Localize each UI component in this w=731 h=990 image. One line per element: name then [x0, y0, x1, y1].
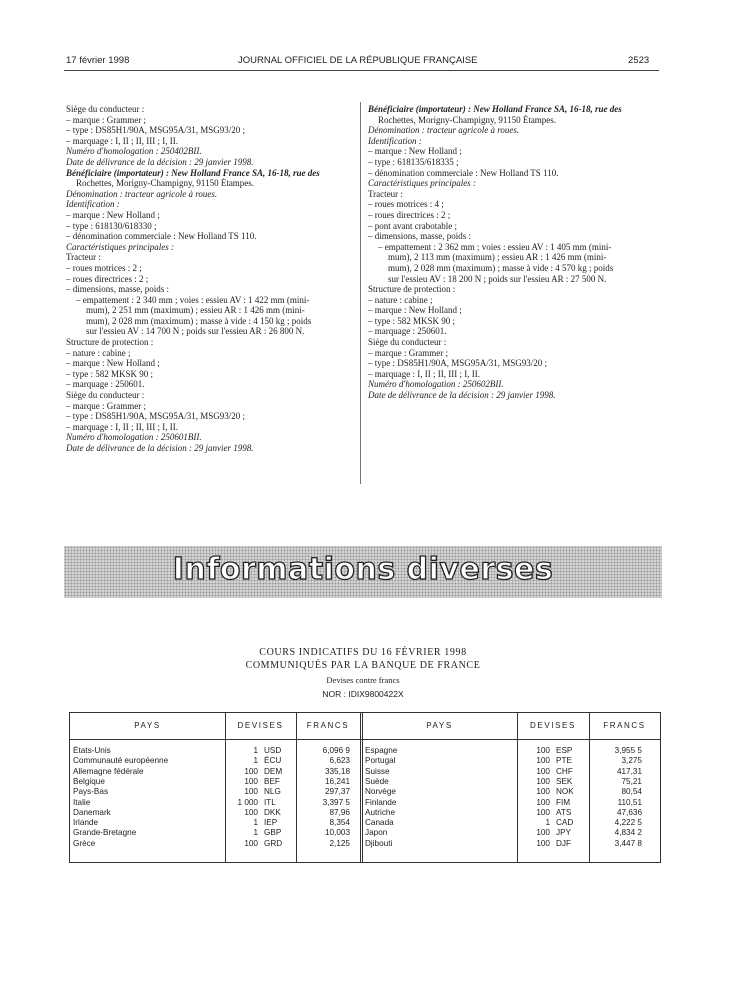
cell-francs: 3,275 — [621, 756, 642, 766]
text-line: – dénomination commerciale : New Holland TS 110. — [368, 167, 559, 178]
text-line: – marque : New Holland ; — [66, 209, 160, 220]
left-text-column — [66, 104, 354, 454]
text-line: sur l'essieu AV : 18 200 N ; poids sur l'essieu AR : 27 500 N. — [388, 273, 607, 284]
text-line: Tracteur : — [66, 252, 101, 263]
text-line: – type : DS85H1/90A, MSG95A/31, MSG93/20 ; — [368, 358, 548, 369]
cell-code: DJF — [556, 838, 572, 848]
text-line: Numéro d'homologation : 250602BII. — [368, 379, 504, 390]
cell-unit: 1 — [253, 818, 258, 828]
text-line: – type : 582 MKSK 90 ; — [368, 315, 456, 326]
table-header-rule — [70, 739, 660, 740]
text-line: Date de délivrance de la décision : 29 janvier 1998. — [368, 390, 556, 401]
cell-code: GRD — [264, 838, 283, 848]
table-row — [70, 808, 660, 818]
th-devises-left: DEVISES — [237, 721, 284, 730]
cell-pays-text: Norvège — [365, 787, 396, 797]
table-row — [70, 777, 660, 787]
header-date: 17 février 1998 — [66, 55, 130, 66]
cell-francs: 10,003 — [324, 828, 350, 838]
cell-code: ATS — [556, 807, 572, 817]
text-line: – nature : cabine ; — [368, 294, 433, 305]
text-line: mum), 2 028 mm (maximum) ; masse à vide : 4 570 kg ; poids — [388, 262, 614, 273]
cell-pays-text: Canada — [365, 818, 394, 828]
cell-pays-text: Djibouti — [365, 838, 393, 848]
nor-reference: NOR : IDIX9800422X — [322, 689, 404, 699]
table-row — [70, 828, 660, 838]
cell-francs: 3,447 8 — [614, 838, 642, 848]
text-line: – marque : Grammer ; — [66, 400, 146, 411]
column-divider — [360, 102, 361, 484]
table-row — [70, 746, 660, 756]
text-line: – roues directrices : 2 ; — [66, 273, 149, 284]
text-line: – roues directrices : 2 ; — [368, 209, 451, 220]
cell-code: FIM — [556, 797, 571, 807]
cell-pays — [365, 746, 513, 755]
th-pays-right: PAYS — [426, 721, 453, 730]
cell-code: USD — [264, 746, 282, 755]
text-line: – roues motrices : 2 ; — [66, 262, 142, 273]
th-devises-right: DEVISES — [530, 721, 576, 730]
exchange-rate-table — [69, 712, 661, 863]
table-row — [70, 756, 660, 766]
text-line: – marquage : I, II ; II, III ; I, II. — [66, 421, 178, 432]
table-row — [70, 767, 660, 777]
text-line: – marque : New Holland ; — [66, 358, 160, 369]
text-line: Caractéristiques principales : — [368, 178, 476, 189]
cell-francs: 6,623 — [329, 756, 350, 766]
table-row — [70, 798, 660, 808]
text-line: – pont avant crabotable ; — [368, 220, 457, 231]
text-line: – dénomination commerciale : New Holland TS 110. — [66, 231, 257, 242]
text-line: Numéro d'homologation : 250402BII. — [66, 146, 202, 157]
cell-pays — [365, 767, 513, 776]
text-line: – dimensions, masse, poids : — [368, 231, 471, 242]
text-line: Date de délivrance de la décision : 29 janvier 1998. — [66, 443, 254, 453]
cell-pays-text: États-Unis — [73, 746, 111, 755]
text-line: – type : DS85H1/90A, MSG95A/31, MSG93/20 ; — [66, 125, 246, 136]
text-line: – nature : cabine ; — [66, 347, 131, 358]
th-francs-left: FRANCS — [306, 721, 350, 730]
cell-unit: 100 — [536, 776, 550, 786]
cell-code: IEP — [264, 818, 278, 828]
text-line: Caractéristiques principales : — [66, 241, 174, 252]
cell-francs: 75,21 — [621, 776, 642, 786]
text-line: – marque : New Holland ; — [368, 146, 462, 157]
cell-code: CHF — [556, 766, 573, 776]
text-line: – type : 582 MKSK 90 ; — [66, 368, 154, 379]
cell-unit: 100 — [536, 807, 550, 817]
cell-pays — [365, 808, 513, 817]
cell-pays-text: Suède — [365, 776, 389, 786]
cours-subtitle: COMMUNIQUÉS PAR LA BANQUE DE FRANCE — [245, 660, 481, 671]
text-line: – marque : New Holland ; — [368, 305, 462, 316]
section-banner — [64, 546, 662, 598]
cell-pays-text: Suisse — [365, 766, 390, 776]
text-line: – type : 618135/618335 ; — [368, 156, 459, 167]
cell-pays — [365, 756, 513, 765]
cell-unit: 100 — [244, 776, 258, 786]
cell-unit: 1 000 — [237, 797, 258, 807]
cell-pays-text: Espagne — [365, 746, 398, 755]
cell-unit: 100 — [244, 766, 258, 776]
text-line: Identification : — [66, 199, 120, 210]
cell-code: DEM — [264, 766, 283, 776]
cell-pays — [365, 798, 513, 807]
cell-pays-text: Pays-Bas — [73, 787, 109, 797]
th-pays-left: PAYS — [134, 721, 161, 730]
cell-unit: 100 — [244, 787, 258, 797]
table-row — [70, 787, 660, 797]
cell-unit: 100 — [536, 838, 550, 848]
cell-code: JPY — [556, 828, 572, 838]
cell-code: GBP — [264, 828, 282, 838]
text-line: Numéro d'homologation : 250601BII. — [66, 432, 202, 443]
text-line: mum), 2 113 mm (maximum) ; essieu AR : 1 426 mm (mini- — [388, 252, 607, 263]
header-journal-title: JOURNAL OFFICIEL DE LA RÉPUBLIQUE FRANÇAISE — [238, 55, 478, 66]
cell-francs: 4,834 2 — [614, 828, 642, 838]
cell-unit: 1 — [253, 756, 258, 766]
cell-francs: 297,37 — [324, 787, 350, 797]
cell-francs: 417,31 — [616, 766, 642, 776]
text-line: Rochettes, Morigny-Champigny, 91150 Étampes. — [378, 114, 557, 125]
text-line: Dénomination : tracteur agricole à roues. — [368, 125, 520, 136]
cell-unit: 100 — [536, 787, 550, 797]
text-line: – dimensions, masse, poids : — [66, 284, 169, 295]
cell-unit: 1 — [253, 746, 258, 755]
text-line: – marquage : I, II ; II, III ; I, II. — [66, 135, 178, 146]
th-francs-right: FRANCS — [603, 721, 646, 730]
text-line: – marquage : I, II ; II, III ; I, II. — [368, 368, 480, 379]
cell-code: ITL — [264, 797, 276, 807]
cell-code: SEK — [556, 776, 573, 786]
cell-francs: 2,125 — [329, 838, 350, 848]
cell-pays-text: Finlande — [365, 797, 397, 807]
cours-note: Devises contre francs — [326, 675, 400, 685]
cell-pays-text: Irlande — [73, 818, 99, 828]
header-page-number: 2523 — [628, 55, 650, 66]
cell-code: NOK — [556, 787, 574, 797]
text-line: – marquage : 250601. — [368, 326, 447, 337]
cell-unit: 100 — [536, 797, 550, 807]
text-line: Date de délivrance de la décision : 29 janvier 1998. — [66, 156, 254, 167]
cell-pays-text: Grèce — [73, 838, 96, 848]
text-line: mum), 2 028 mm (maximum) ; masse à vide : 4 150 kg ; poids — [86, 315, 312, 326]
text-line: Dénomination : tracteur agricole à roues. — [66, 188, 218, 199]
cell-francs: 3,955 5 — [614, 746, 642, 755]
text-line: – empattement : 2 340 mm ; voies : essieu AV : 1 422 mm (mini- — [76, 294, 310, 305]
text-line: Structure de protection : — [368, 284, 456, 295]
text-line: mum), 2 251 mm (maximum) ; essieu AR : 1 426 mm (mini- — [86, 305, 305, 316]
cell-code: BEF — [264, 776, 280, 786]
cell-francs: 335,18 — [324, 766, 350, 776]
cell-pays — [365, 777, 513, 786]
text-line: – roues motrices : 4 ; — [368, 199, 444, 210]
text-line: sur l'essieu AV : 14 700 N ; poids sur l'essieu AR : 26 800 N. — [86, 326, 305, 337]
banner-title: Informations diverses — [172, 552, 554, 587]
cell-francs: 47,636 — [616, 807, 642, 817]
header-rule — [64, 70, 659, 71]
cell-francs: 87,96 — [329, 807, 350, 817]
cell-code: ESP — [556, 746, 573, 755]
cell-pays-text: Danemark — [73, 807, 111, 817]
cell-pays-text: Italie — [73, 797, 91, 807]
cell-unit: 100 — [244, 838, 258, 848]
text-line: – marquage : 250601. — [66, 379, 145, 390]
cours-title: COURS INDICATIFS DU 16 FÉVRIER 1998 — [259, 647, 467, 658]
cell-unit: 1 — [253, 828, 258, 838]
text-line: Siège du conducteur : — [66, 390, 145, 401]
text-line: Siège du conducteur : — [66, 104, 145, 114]
right-text-column — [368, 104, 656, 401]
text-line: Bénéficiaire (importateur) : New Holland France SA, 16-18, rue des — [368, 104, 622, 114]
text-line: Siège du conducteur : — [368, 337, 447, 348]
cell-pays-text: Belgique — [73, 776, 105, 786]
text-line: Identification : — [368, 135, 422, 146]
cell-francs: 8,354 — [329, 818, 350, 828]
text-line: – marque : Grammer ; — [368, 347, 448, 358]
cell-francs: 80,54 — [621, 787, 642, 797]
text-line: Structure de protection : — [66, 337, 154, 348]
cell-francs: 110,51 — [617, 797, 642, 807]
cell-unit: 100 — [244, 807, 258, 817]
cell-code: DKK — [264, 807, 281, 817]
cell-pays-text: Japon — [365, 828, 388, 838]
cell-code: CAD — [556, 818, 574, 828]
cell-francs: 4,222 5 — [614, 818, 642, 828]
cell-unit: 100 — [536, 756, 550, 766]
cell-unit: 1 — [545, 818, 550, 828]
cell-francs: 6,096 9 — [322, 746, 350, 755]
cell-pays — [365, 818, 513, 827]
table-row — [70, 839, 660, 849]
cell-francs: 3,397 5 — [322, 797, 350, 807]
cell-pays — [365, 787, 513, 796]
text-line: – marque : Grammer ; — [66, 114, 146, 125]
cell-code: PTE — [556, 756, 572, 766]
text-line: Tracteur : — [368, 188, 403, 199]
cell-pays-text: Allemagne fédérale — [73, 766, 144, 776]
cell-pays-text: Autriche — [365, 807, 396, 817]
cell-pays-text: Grande-Bretagne — [73, 828, 137, 838]
cell-unit: 100 — [536, 828, 550, 838]
text-line: Bénéficiaire (importateur) : New Holland France SA, 16-18, rue des — [66, 167, 320, 178]
text-line: – type : 618130/618330 ; — [66, 220, 157, 231]
cell-francs: 16,241 — [324, 776, 350, 786]
cell-unit: 100 — [536, 746, 550, 755]
text-line: Rochettes, Morigny-Champigny, 91150 Étampes. — [76, 178, 255, 189]
cell-unit: 100 — [536, 766, 550, 776]
cell-code: ÉCU — [264, 756, 282, 766]
cell-pays-text: Portugal — [365, 756, 396, 766]
cell-pays-text: Communauté européenne — [73, 756, 169, 766]
text-line: – empattement : 2 362 mm ; voies : essieu AV : 1 405 mm (mini- — [378, 241, 612, 252]
table-row — [70, 818, 660, 828]
text-line: – type : DS85H1/90A, MSG95A/31, MSG93/20 ; — [66, 411, 246, 422]
cell-pays — [365, 828, 513, 837]
cell-code: NLG — [264, 787, 281, 797]
cell-pays — [365, 839, 513, 848]
